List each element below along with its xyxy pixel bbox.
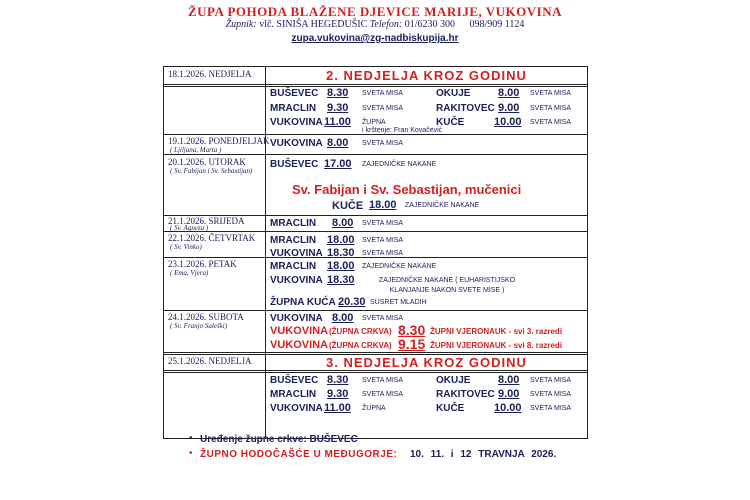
mass-desc: SVETA MISA (362, 105, 404, 112)
parish-contact-line (0, 19, 750, 30)
mass-desc: SVETA MISA (530, 90, 572, 97)
mass-desc: SVETA MISA (530, 105, 572, 112)
mass-desc: ŽUPNA (362, 405, 386, 412)
catechism-desc: ŽUPNI VJERONAUK - svi 8. razredi (430, 341, 563, 350)
mass-place: MRACLIN (270, 235, 317, 246)
row-divider (164, 231, 587, 232)
mass-desc: SVETA MISA (362, 377, 404, 384)
mass-time: 18.30 (327, 247, 355, 259)
mass-place: KUČE (332, 200, 364, 212)
mass-place: MRACLIN (270, 103, 317, 114)
schedule-table (163, 66, 588, 439)
mass-desc: SVETA MISA (530, 377, 572, 384)
row-divider (164, 134, 587, 135)
mass-desc: SVETA MISA (530, 391, 572, 398)
sunday2-date: 25.1.2026. NEDJELJA (168, 356, 252, 366)
mass-desc: SVETA MISA (362, 140, 404, 147)
feast-title: Sv. Fabijan i Sv. Sebastijan, mučenici (292, 182, 522, 197)
thursday-date: 22.1.2026. ČETVRTAK (168, 233, 256, 243)
mass-time: 8.00 (498, 87, 520, 99)
friday-saint: ( Ema, Vjera) (170, 269, 209, 277)
mass-time: 9.00 (498, 388, 520, 400)
mass-desc: ZAJEDNIČKE NAKANE ( EUHARISTIJSKO KLANJANJE NAKON SVETE MISE ) (378, 277, 516, 294)
tuesday-saint: ( Sv. Fabijan i Sv. Sebastijan) (170, 167, 253, 175)
bullet-icon: • (189, 448, 193, 459)
mass-place: BUŠEVEC (270, 159, 319, 170)
mass-place: BUŠEVEC (270, 88, 319, 99)
tuesday-date: 20.1.2026. UTORAK (168, 157, 246, 167)
saturday-date: 24.1.2026. SUBOTA (168, 312, 244, 322)
mass-desc: SVETA MISA (362, 90, 404, 97)
mass-desc: SVETA MISA (362, 315, 404, 322)
wednesday-date: 21.1.2026. SRIJEDA (168, 216, 245, 226)
mass-time: 20.30 (338, 296, 366, 308)
mass-desc: SVETA MISA (362, 391, 404, 398)
sunday2-title: 3. NEDJELJA KROZ GODINU (326, 355, 527, 370)
sunday1-date: 18.1.2026. NEDJELJA (168, 69, 252, 79)
mass-time: 8.30 (327, 374, 349, 386)
mass-time: 8.30 (327, 87, 349, 99)
mass-time: 10.00 (494, 116, 522, 128)
phone-primary: 01/6230 300 (404, 19, 455, 30)
mass-desc: SVETA MISA (530, 405, 572, 412)
catechism-desc: ŽUPNI VJERONAUK - svi 3. razredi (430, 327, 563, 336)
catechism-time: 9.15 (398, 336, 426, 352)
mass-time: 9.30 (327, 388, 349, 400)
mass-time: 8.00 (332, 312, 354, 324)
mass-time: 10.00 (494, 402, 522, 414)
note-pilgrimage-dates: 10. 11. i 12 TRAVNJA 2026. (410, 449, 557, 460)
row-divider (164, 310, 587, 311)
catechism-time: 8.30 (398, 322, 426, 338)
friday-date: 23.1.2026. PETAK (168, 259, 237, 269)
catechism-location: (ŽUPNA CRKVA) (329, 327, 392, 336)
mass-desc: ŽUPNA (362, 119, 386, 126)
mass-place: VUKOVINA (270, 117, 323, 128)
bullet-icon: • (189, 433, 193, 444)
mass-place: VUKOVINA (270, 313, 323, 324)
wednesday-saint: ( Sv. Agneza ) (170, 224, 209, 232)
note-church-cleaning: Uređenje župne crkve: BUŠEVEC (200, 434, 358, 445)
mass-place: VUKOVINA (270, 275, 323, 286)
catechism-location: (ŽUPNA CRKVA) (329, 341, 392, 350)
mass-place: BUŠEVEC (270, 375, 319, 386)
mass-desc: SVETA MISA (362, 250, 404, 257)
mass-place: OKUJE (436, 375, 471, 386)
mass-time: 18.00 (327, 234, 355, 246)
mass-place: KUČE (436, 117, 465, 128)
saturday-saint: ( Sv. Franjo Saleški) (170, 322, 228, 330)
mass-place: MRACLIN (270, 261, 317, 272)
mass-time: 11.00 (324, 402, 351, 414)
row-divider (164, 154, 587, 155)
phone-mobile: 098/909 1124 (469, 19, 525, 30)
mass-desc: ZAJEDNIČKE NAKANE (362, 263, 437, 270)
mass-time: 8.00 (332, 217, 354, 229)
mass-place: RAKITOVEC (436, 103, 495, 114)
mass-time: 18.30 (327, 274, 355, 286)
mass-time: 17.00 (324, 158, 352, 170)
pastor-name: vlč. SINIŠA HEGEDUŠIC (259, 19, 368, 30)
pastor-label: Župnik: (225, 19, 257, 30)
mass-place: VUKOVINA (270, 248, 323, 259)
monday-date: 19.1.2026. PONEDJELJAK (168, 136, 270, 146)
mass-place: VUKOVINA (270, 403, 323, 414)
mass-desc: ZAJEDNIČKE NAKANE (362, 161, 437, 168)
mass-place: RAKITOVEC (436, 389, 495, 400)
mass-place: ŽUPNA KUĆA (270, 297, 336, 308)
catechism-place: VUKOVINA (270, 325, 329, 337)
mass-place: MRACLIN (270, 218, 317, 229)
mass-desc: SUSRET MLADIH (370, 299, 427, 306)
mass-time: 9.30 (327, 102, 349, 114)
mass-place: KUČE (436, 403, 465, 414)
mass-time: 18.00 (327, 260, 355, 272)
note-pilgrimage: ŽUPNO HODOČAŠĆE U MEĐUGORJE: (200, 449, 398, 460)
parish-title: ŽUPA POHODA BLAŽENE DJEVICE MARIJE, VUKOVINA (187, 4, 562, 19)
catechism-place: VUKOVINA (270, 339, 329, 351)
row-divider (164, 257, 587, 258)
sunday1-title: 2. NEDJELJA KROZ GODINU (326, 68, 527, 83)
thursday-saint: ( Sv. Vinko) (170, 243, 202, 251)
mass-time: 11.00 (324, 116, 351, 128)
mass-desc: ZAJEDNIČKE NAKANE (405, 202, 480, 209)
parish-email-link[interactable]: zupa.vukovina@zg-nadbiskupija.hr (291, 33, 459, 44)
row-divider (164, 84, 587, 87)
mass-place: VUKOVINA (270, 138, 323, 149)
monday-saint: ( Ljiljana, Marta ) (170, 146, 222, 154)
mass-time: 8.00 (327, 137, 349, 149)
row-divider (164, 370, 587, 373)
mass-desc: SVETA MISA (362, 220, 404, 227)
baptism-note: i krštenje: Fran Kovačević (362, 127, 443, 134)
mass-time: 18.00 (369, 199, 397, 211)
mass-place: MRACLIN (270, 389, 317, 400)
column-divider (265, 67, 266, 438)
mass-desc: SVETA MISA (362, 237, 404, 244)
mass-time: 9.00 (498, 102, 520, 114)
phone-label: Telefon: (369, 19, 403, 30)
mass-time: 8.00 (498, 374, 520, 386)
mass-place: OKUJE (436, 88, 471, 99)
mass-desc: SVETA MISA (530, 119, 572, 126)
